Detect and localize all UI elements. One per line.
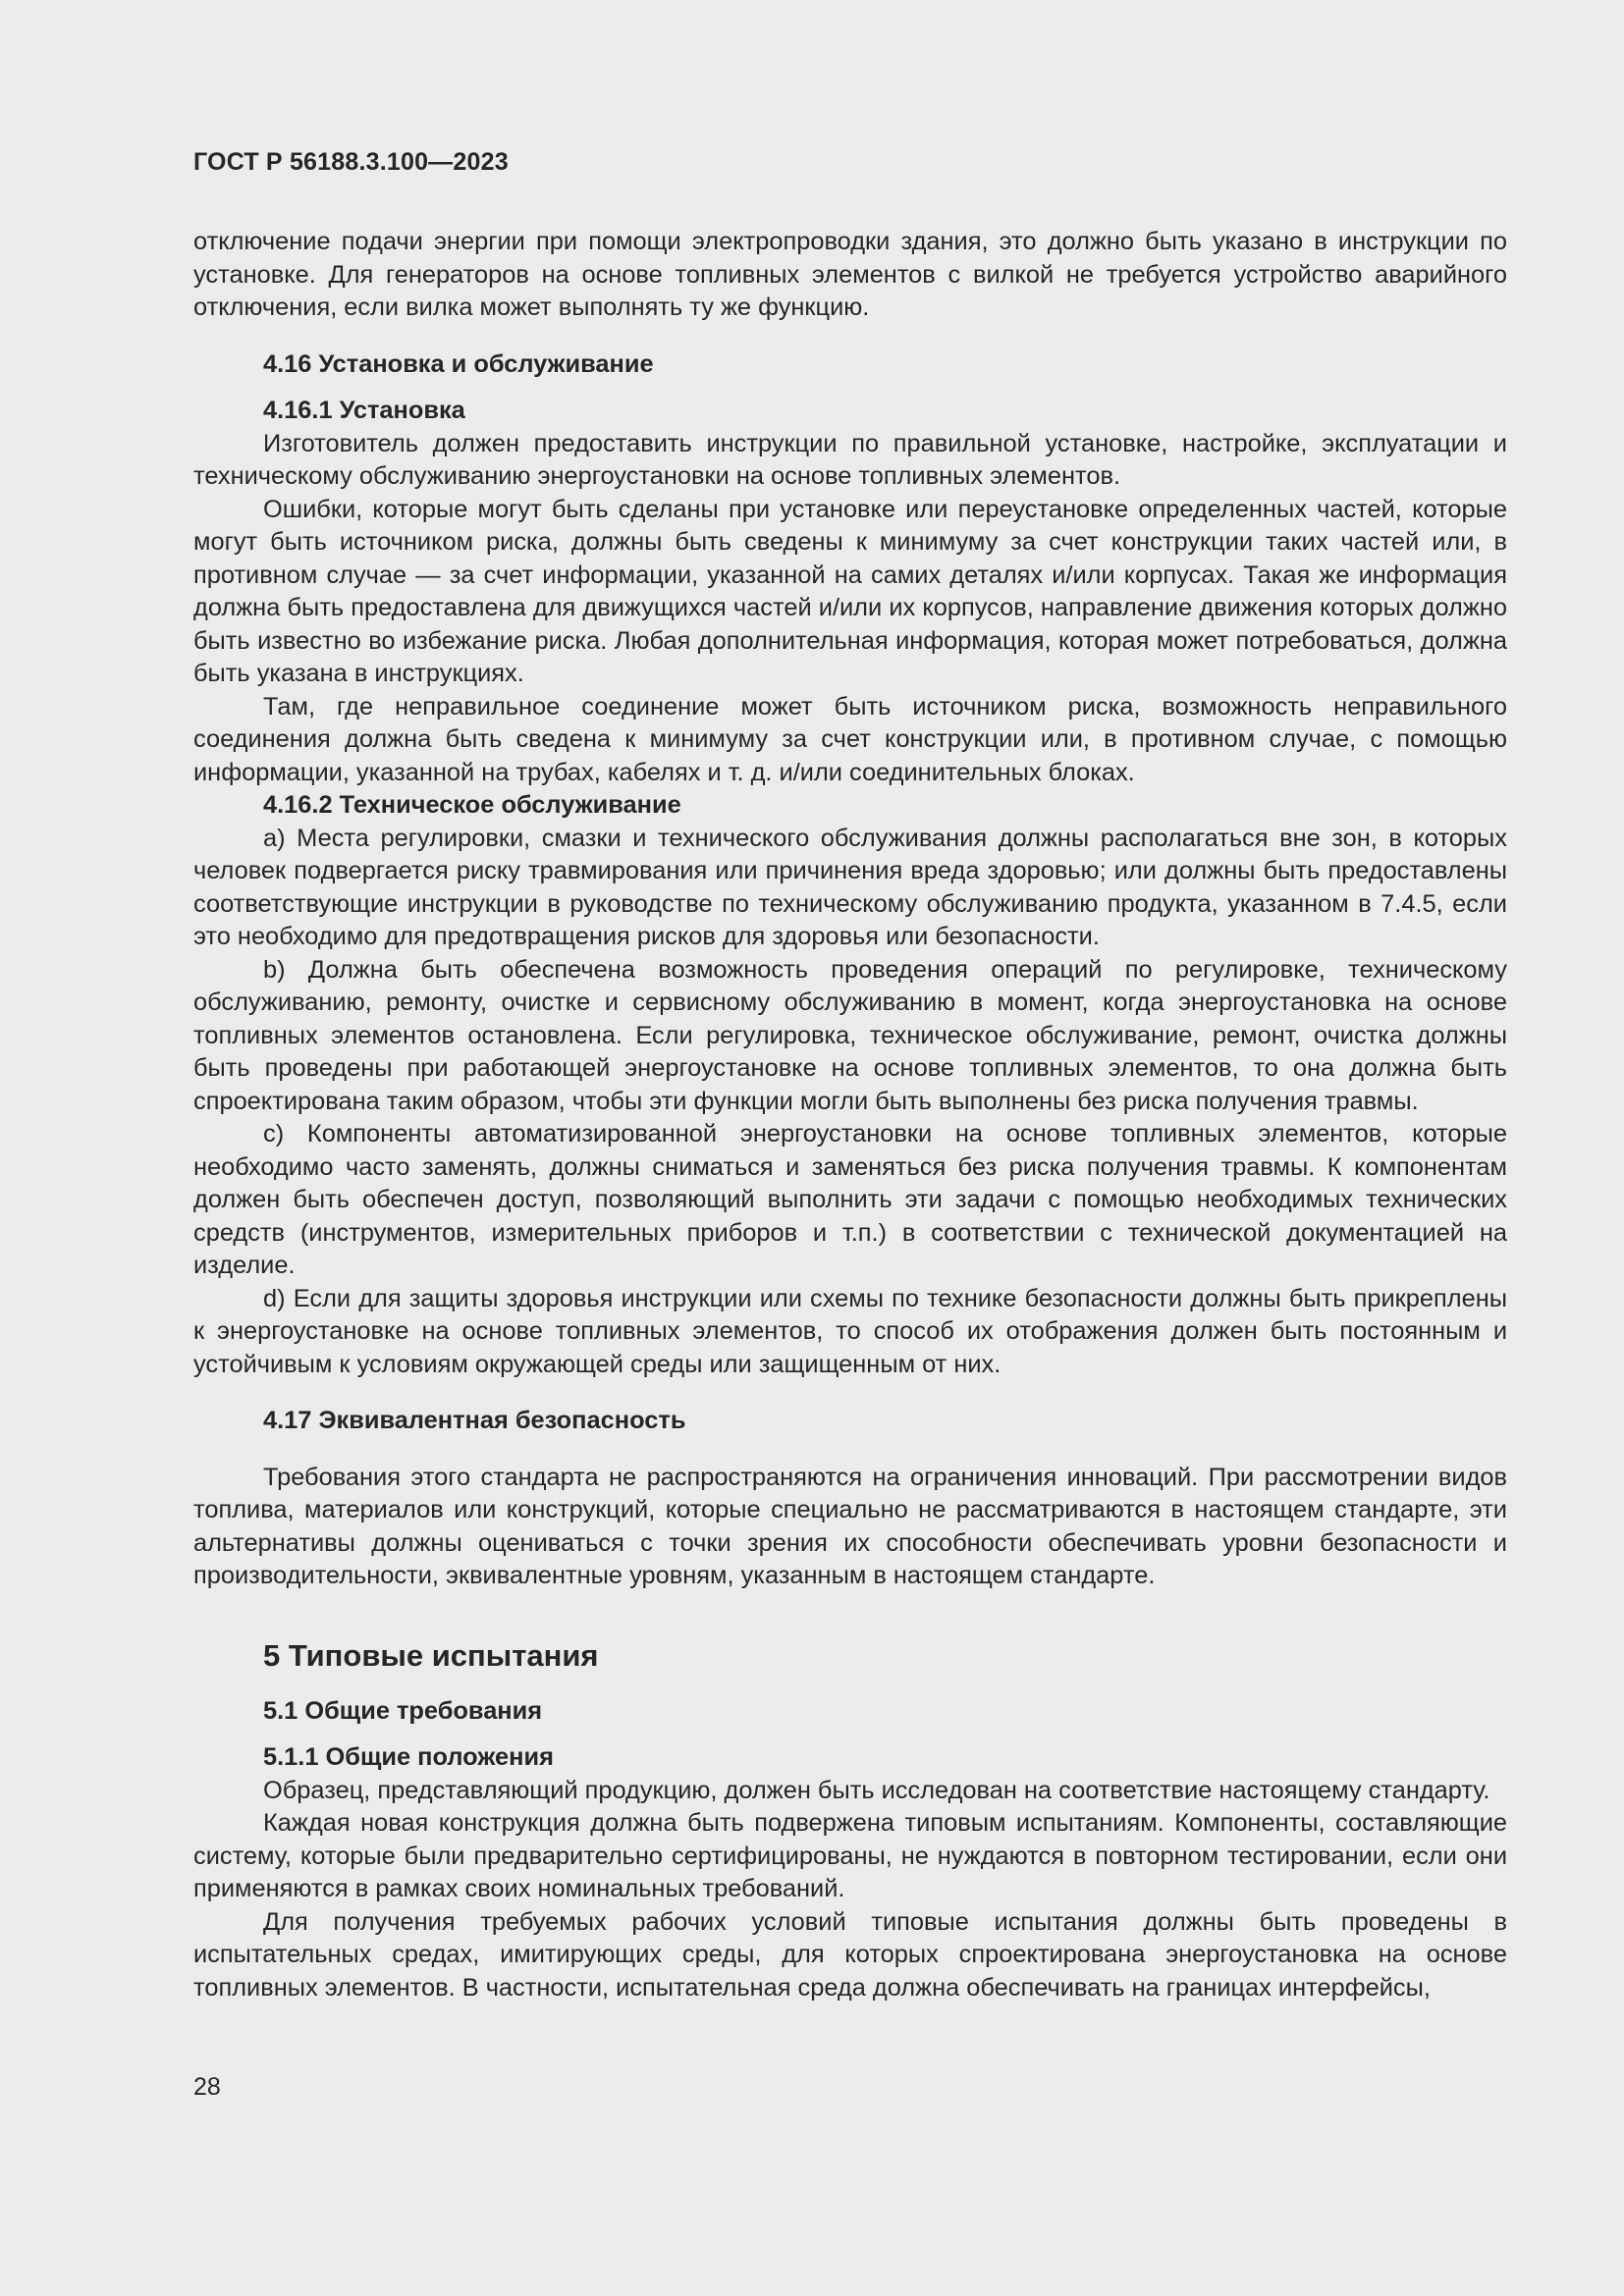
section-heading-5-1: 5.1 Общие требования — [263, 1696, 543, 1725]
list-item-d: d) Если для защиты здоровья инструкции или схемы по технике безопасности должны быть прикреплены к энергоустановке на основе топливных элементов, то способ их отображения должен быть постоянным и устойчивым к условиям окружающей среды или защищенным от них. — [193, 1284, 1507, 1378]
paragraph: Требования этого стандарта не распространяются на ограничения инноваций. При рассмотрении видов топлива, материалов или конструкций, которые специально не рассматриваются в настоящем стандарте, эти альтернативы должны оцениваться с точки зрения их способности обеспечивать уровни безопасности и производительности, эквивалентные уровням, указанным в настоящем стандарте. — [193, 1463, 1507, 1589]
section-heading-4-17: 4.17 Эквивалентная безопасность — [263, 1407, 686, 1434]
paragraph: отключение подачи энергии при помощи электропроводки здания, это должно быть указано в инструкции по установке. Для генераторов на основе топливных элементов с вилкой не требуется устройство аварийного отключения, если вилка может выполнять ту же функцию. — [193, 228, 1507, 321]
document-header: ГОСТ Р 56188.3.100—2023 — [193, 148, 509, 176]
list-item-a: a) Места регулировки, смазки и технического обслуживания должны располагаться вне зон, в которых человек подвергается риску травмирования или причинения вреда здоровью; или должны быть предоставлены соответствующие инструкции в руководстве по техническому обслуживанию продукта, указанном в 7.4.5, если это необходимо для предотвращения рисков для здоровья или безопасности. — [193, 824, 1507, 950]
list-item-c: c) Компоненты автоматизированной энергоустановки на основе топливных элементов, которые необходимо часто заменять, должны сниматься и заменяться без риска получения травмы. К компонентам должен быть обеспечен доступ, позволяющий выполнить эти задачи с помощью необходимых технических средств (инструментов, измерительных приборов и т.п.) в соответствии с технической документацией на изделие. — [193, 1120, 1507, 1279]
paragraph: Образец, представляющий продукцию, должен быть исследован на соответствие настоящему стандарту. — [263, 1776, 1490, 1804]
document-body — [193, 226, 1507, 2004]
paragraph: Для получения требуемых рабочих условий типовые испытания должны быть проведены в испытательных средах, имитирующих среды, для которых спроектирована энергоустановка на основе топливных элементов. В частности, испытательная среда должна обеспечивать на границах интерфейсы, — [193, 1907, 1507, 2002]
subsection-heading-4-16-2: 4.16.2 Техническое обслуживание — [263, 791, 681, 819]
paragraph: Изготовитель должен предоставить инструкции по правильной установке, настройке, эксплуатации и техническому обслуживанию энергоустановки на основе топливных элементов. — [193, 429, 1507, 490]
page-number: 28 — [193, 2073, 221, 2101]
list-item-b: b) Должна быть обеспечена возможность проведения операций по регулировке, техническому обслуживанию, ремонту, очистке и сервисному обслуживанию в момент, когда энергоустановка на основе топливных элементов остановлена. Если регулировка, техническое обслуживание, ремонт, очистка должны быть проведены при работающей энергоустановке на основе топливных элементов, то она должна быть спроектирована таким образом, чтобы эти функции могли быть выполнены без риска получения травмы. — [193, 955, 1507, 1115]
chapter-heading-5: 5 Типовые испытания — [263, 1637, 599, 1673]
subsection-heading-5-1-1: 5.1.1 Общие положения — [263, 1743, 554, 1771]
paragraph: Каждая новая конструкция должна быть подвержена типовым испытаниям. Компоненты, составляющие систему, которые были предварительно сертифицированы, не нуждаются в повторном тестировании, если они применяются в рамках своих номинальных требований. — [193, 1809, 1507, 1902]
section-heading-4-16: 4.16 Установка и обслуживание — [263, 349, 654, 378]
document-page — [193, 0, 1507, 2296]
paragraph: Ошибки, которые могут быть сделаны при установке или переустановке определенных частей, которые могут быть источником риска, должны быть сведены к минимуму за счет конструкции таких частей или, в противном случае — за счет информации, указанной на самих деталях и/или корпусах. Такая же информация должна быть предоставлена для движущихся частей и/или их корпусов, направление движения которых должно быть известно во избежание риска. Любая дополнительная информация, которая может потребоваться, должна быть указана в инструкциях. — [193, 495, 1507, 687]
paragraph: Там, где неправильное соединение может быть источником риска, возможность неправильного соединения должна быть сведена к минимуму за счет конструкции или, в противном случае, с помощью информации, указанной на трубах, кабелях и т. д. и/или соединительных блоках. — [193, 692, 1507, 786]
subsection-heading-4-16-1: 4.16.1 Установка — [263, 397, 465, 424]
